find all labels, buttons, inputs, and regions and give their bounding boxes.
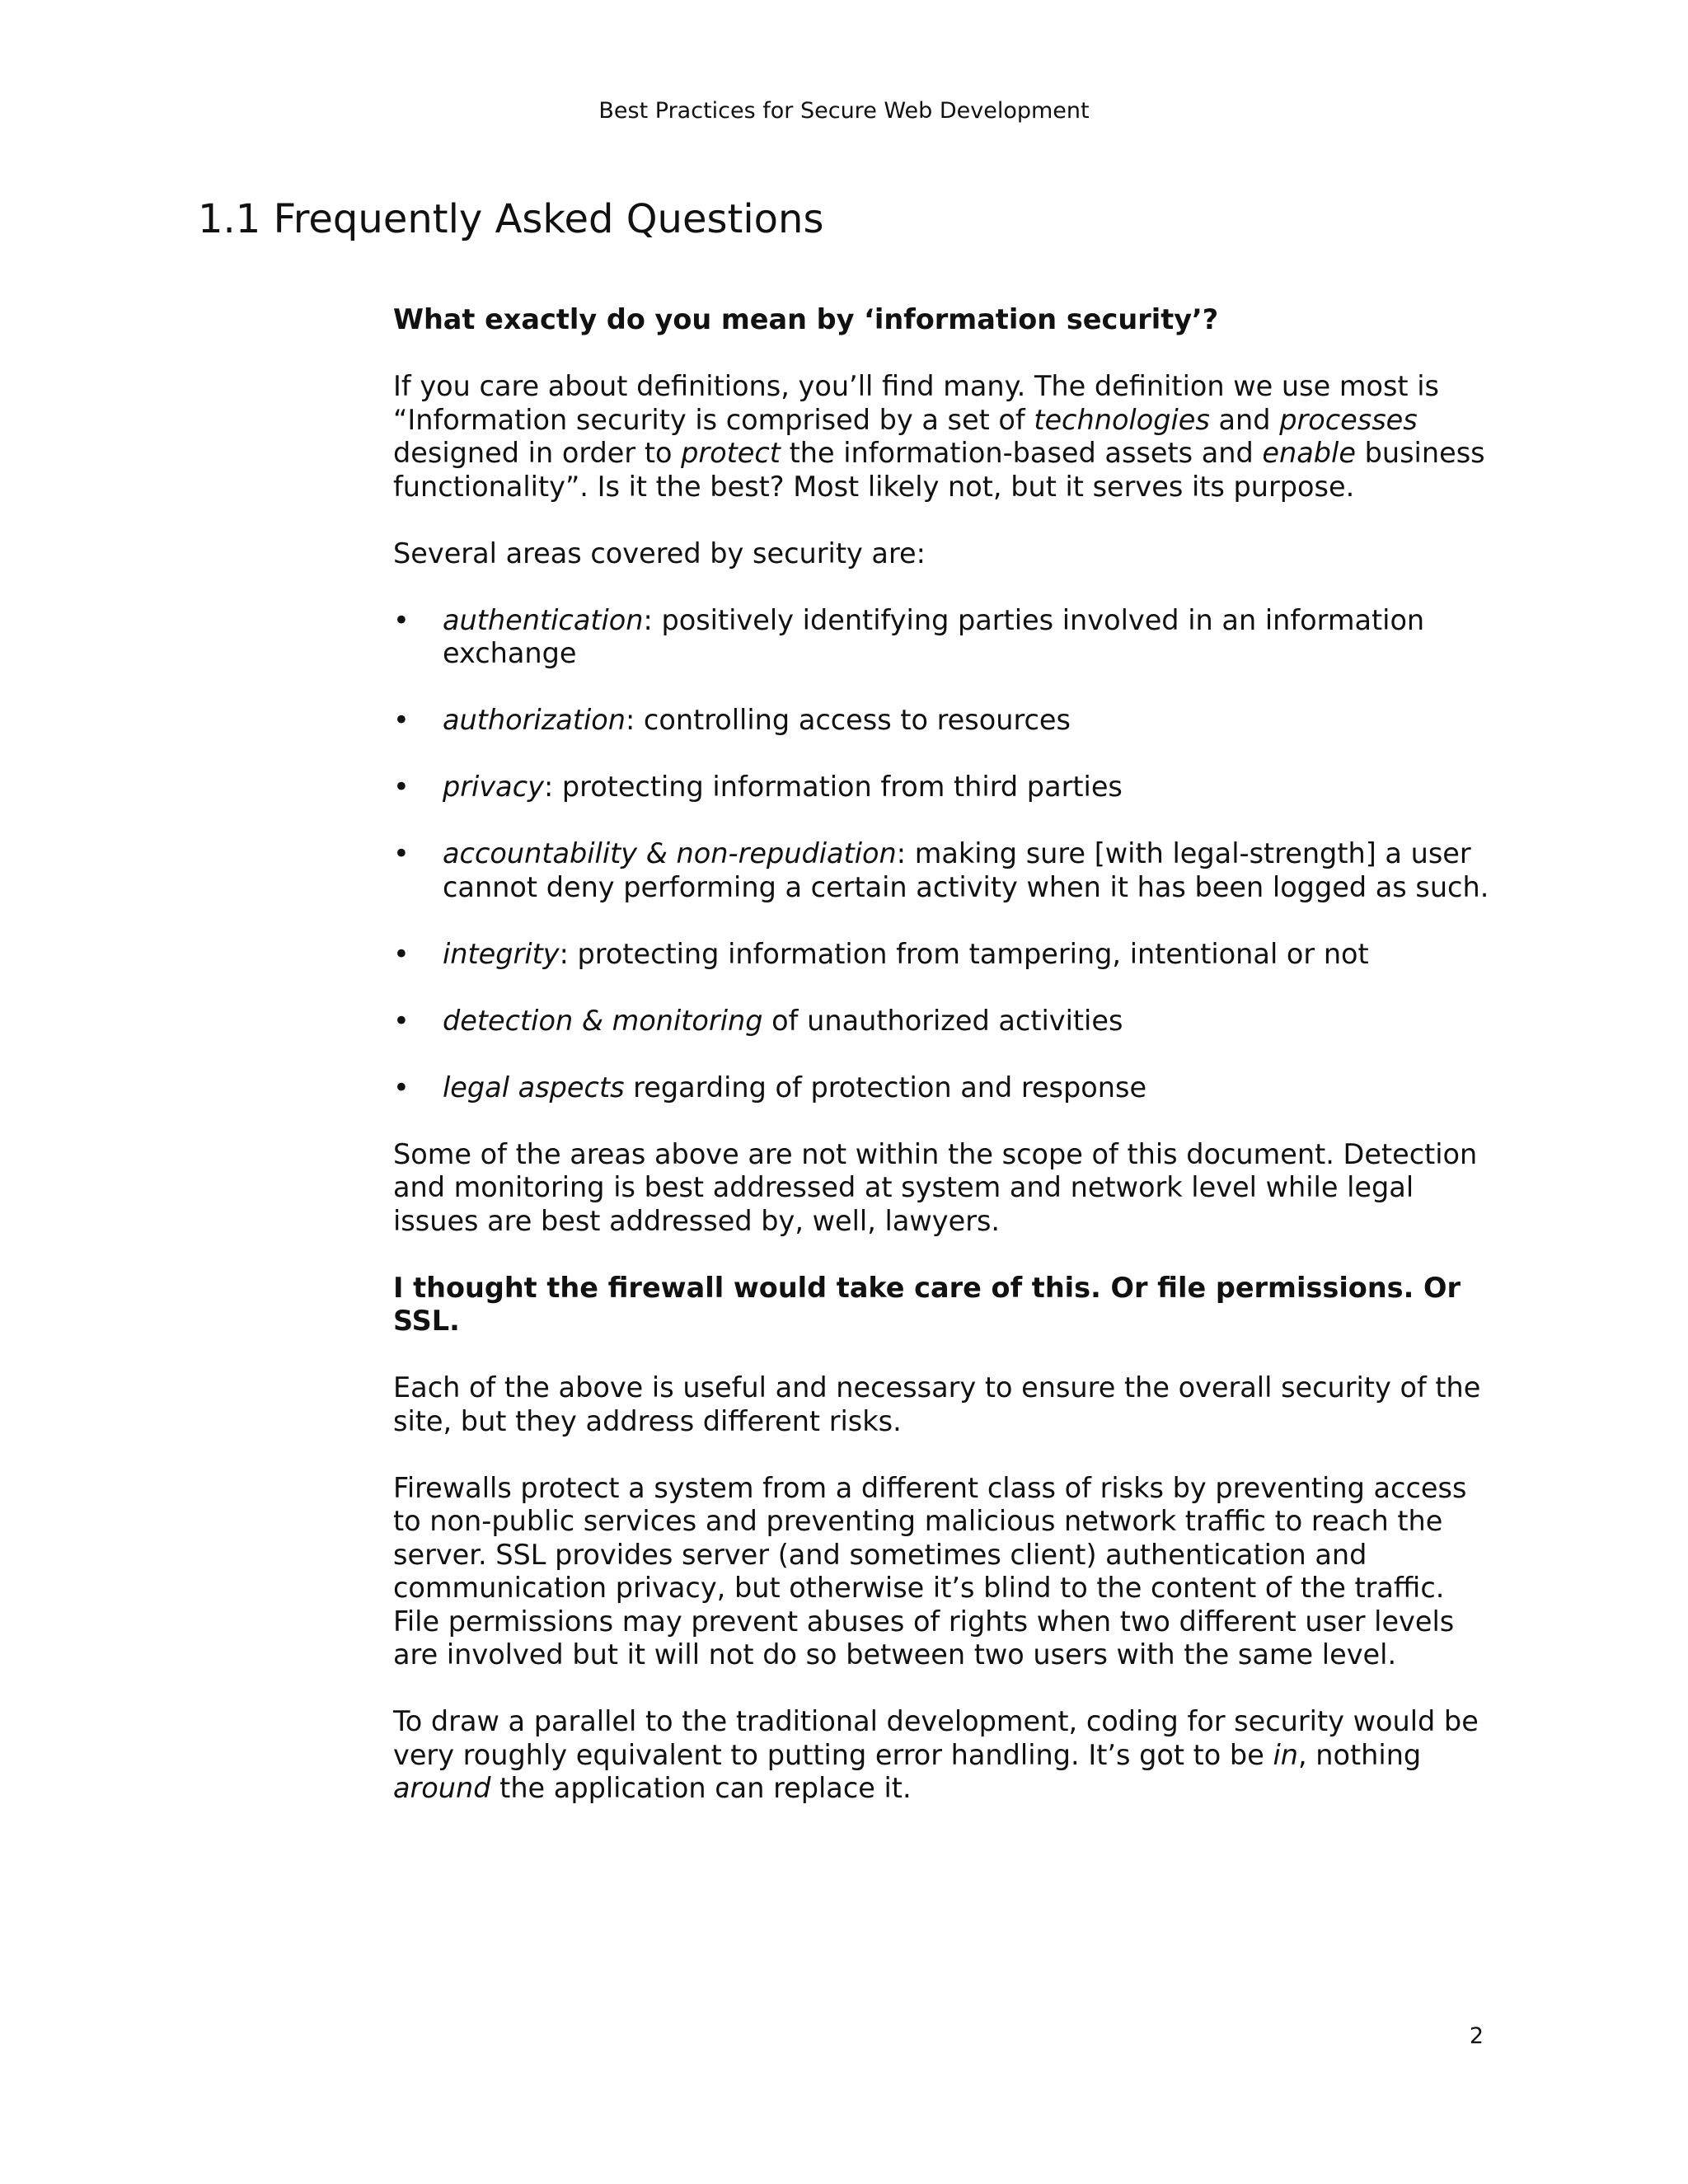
list-item-integrity <box>393 938 1498 972</box>
area-term: accountability & non-repudiation <box>443 837 897 869</box>
definition-text: designed in order to <box>393 437 682 469</box>
bullet-icon: • <box>393 603 410 636</box>
list-item-accountability <box>393 837 1498 904</box>
area-term: authentication <box>443 603 644 636</box>
faq-question-firewall: I thought the firewall would take care of this. Or file permissions. Or SSL. <box>393 1271 1461 1337</box>
definition-text: If you care about definitions, you’ll find many. The definition we use most is “Information security is comprised by a set of <box>393 370 1439 436</box>
area-description: : positively identifying parties involved in an information exchange <box>443 603 1425 669</box>
emphasis-in: in <box>1273 1738 1298 1771</box>
areas-intro: Several areas covered by security are: <box>393 537 926 569</box>
list-item-legal-aspects <box>393 1071 1498 1105</box>
emphasis-processes: processes <box>1279 403 1418 436</box>
area-description: regarding of protection and response <box>624 1071 1147 1104</box>
area-description: of unauthorized activities <box>762 1004 1123 1037</box>
area-term: privacy <box>443 771 544 803</box>
definition-text: and <box>1209 403 1280 436</box>
faq-content <box>393 303 1498 1839</box>
area-term: detection & monitoring <box>443 1004 763 1037</box>
running-header: Best Practices for Secure Web Development <box>598 98 1090 124</box>
bullet-icon: • <box>393 1071 410 1104</box>
list-item-authentication <box>393 604 1498 671</box>
list-item-privacy <box>393 771 1498 804</box>
risks-paragraph: Each of the above is useful and necessary to ensure the overall security of the site, but they address different risks. <box>393 1371 1481 1437</box>
definition-text: business functionality”. Is it the best? Most likely not, but it serves its purpose. <box>393 437 1485 503</box>
bullet-icon: • <box>393 1004 410 1037</box>
section-title: 1.1 Frequently Asked Questions <box>198 196 824 242</box>
area-term: authorization <box>443 704 626 736</box>
parallel-text: the application can replace it. <box>490 1772 912 1804</box>
area-description: : protecting information from tampering, intentional or not <box>559 937 1369 970</box>
definition-text: the information-based assets and <box>780 437 1263 469</box>
area-description: : controlling access to resources <box>626 704 1071 736</box>
page-number: 2 <box>1469 2023 1484 2049</box>
area-description: : protecting information from third parties <box>543 771 1123 803</box>
security-areas-list <box>393 604 1498 1105</box>
bullet-icon: • <box>393 771 410 803</box>
area-term: integrity <box>443 937 560 970</box>
emphasis-around: around <box>393 1772 491 1804</box>
parallel-paragraph <box>393 1705 1498 1806</box>
firewall-ssl-paragraph: Firewalls protect a system from a different class of risks by preventing access to non-public services and preventing malicious network traffic to reach the server. SSL provides server (and sometimes client) authentication and communication privacy, but otherwise it’s blind to the content of the traffic. File permissions may prevent abuses of rights when two different user levels are involved but it will not do so between two users with the same level. <box>393 1471 1467 1671</box>
emphasis-technologies: technologies <box>1034 403 1210 436</box>
area-description: : making sure [with legal-strength] a user cannot deny performing a certain activity when it has been logged as such. <box>443 837 1489 903</box>
bullet-icon: • <box>393 937 410 970</box>
area-term: legal aspects <box>443 1071 625 1104</box>
parallel-text: To draw a parallel to the traditional development, coding for security would be very roughly equivalent to putting error handling. It’s got to be <box>393 1705 1479 1771</box>
bullet-icon: • <box>393 704 410 736</box>
list-item-authorization <box>393 704 1498 738</box>
emphasis-enable: enable <box>1262 437 1356 469</box>
emphasis-protect: protect <box>681 437 781 469</box>
bullet-icon: • <box>393 837 410 869</box>
list-item-detection-monitoring <box>393 1005 1498 1038</box>
faq-question-information-security: What exactly do you mean by ‘information security’? <box>393 303 1219 335</box>
parallel-text: , nothing <box>1298 1738 1422 1771</box>
definition-paragraph <box>393 370 1498 504</box>
scope-paragraph: Some of the areas above are not within the scope of this document. Detection and monitoring is best addressed at system and network level while legal issues are best addressed by, well, lawyers. <box>393 1137 1478 1237</box>
